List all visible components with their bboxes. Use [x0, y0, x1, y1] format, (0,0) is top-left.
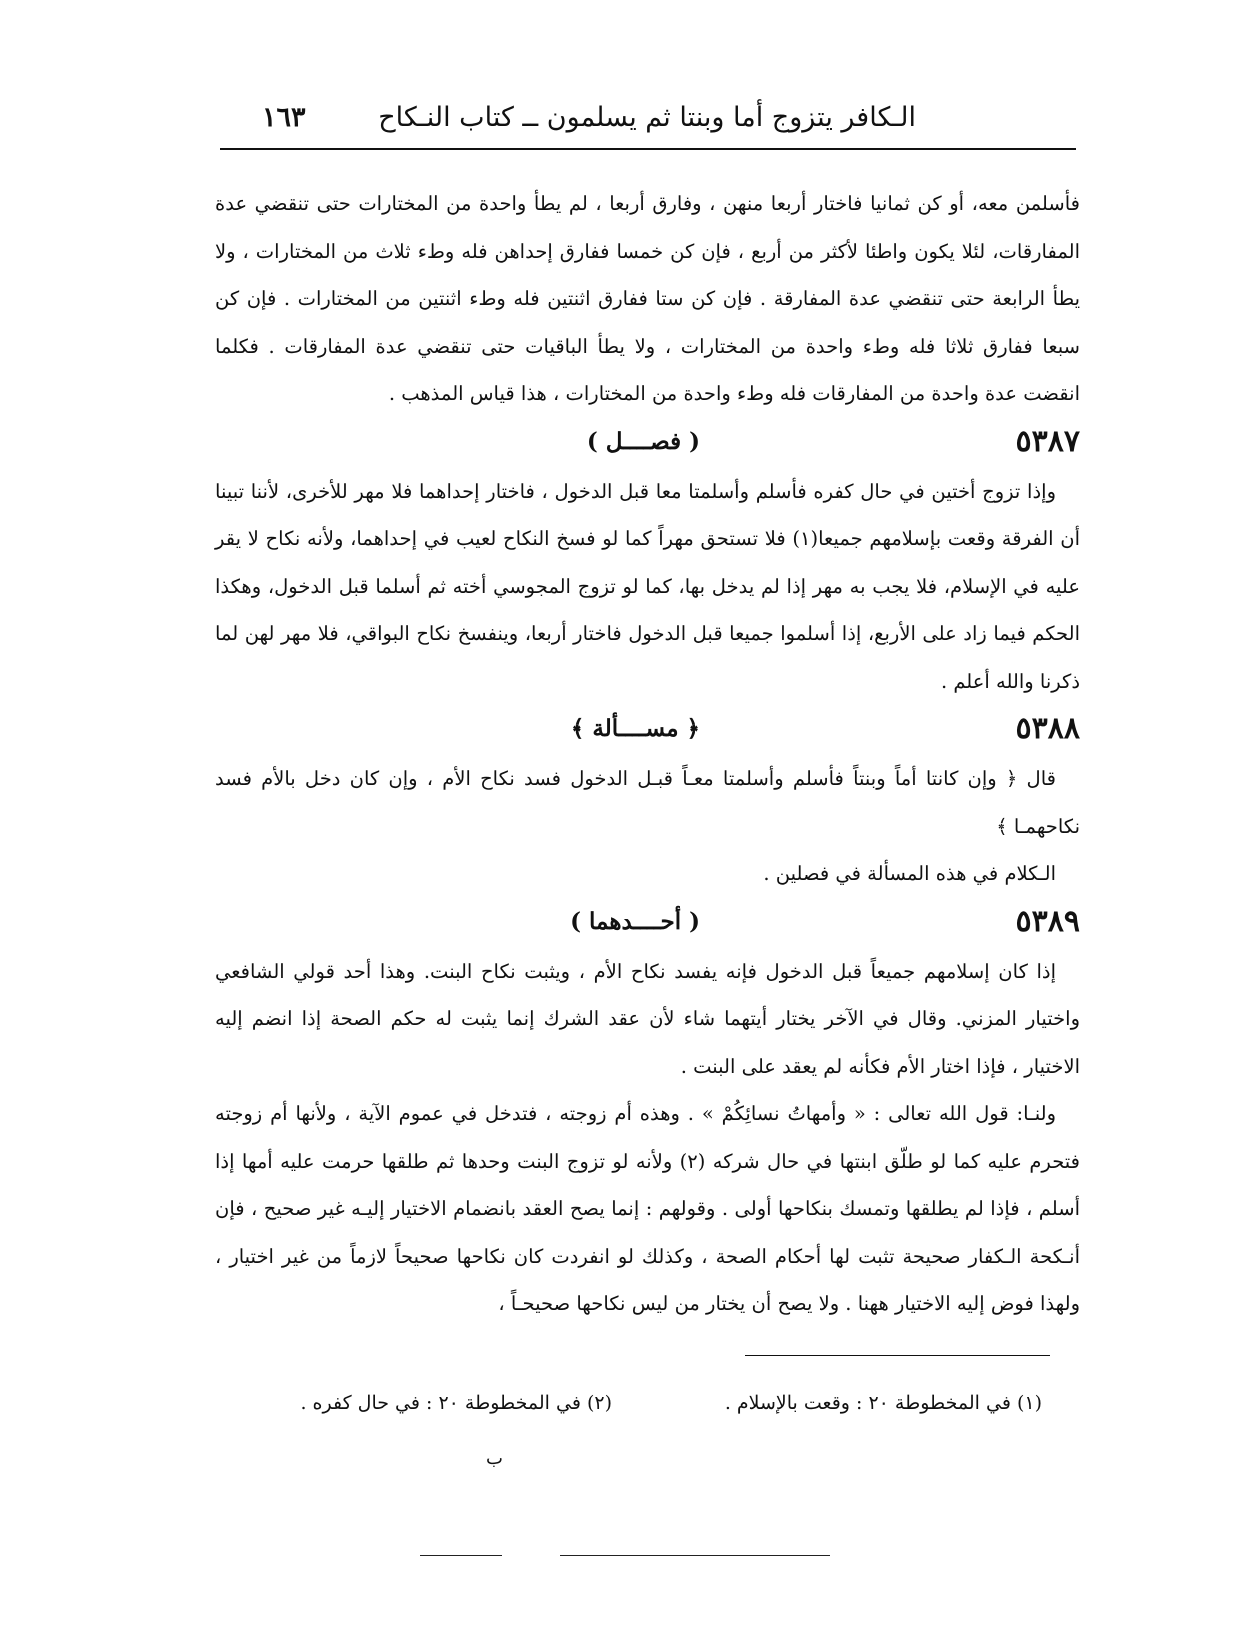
running-header	[220, 98, 1076, 148]
footnote-rule	[745, 1355, 1050, 1356]
page-number: ١٦٣	[262, 102, 306, 133]
running-title: الـكافر يتزوج أما وبنتا ثم يسلمون ــ كتاب النـكاح	[378, 102, 916, 133]
section-5387-paragraph: وإذا تزوج أختين في حال كفره فأسلم وأسلمتا معا قبل الدخول ، فاختار إحداهما فلا مهر للأخرى، لأننا تبينا أن الفرقة وقعت بإسلامهم جميعا(١) فلا تستحق مهراً كما لو فسخ النكاح لعيب في إحداهما، ولأنه نكاح لا يقر عليه في الإسلام، فلا يجب به مهر إذا لم يدخل بها، كما لو تزوج المجوسي أخته ثم أسلما قبل الدخول، وهكذا الحكم فيما زاد على الأربع، إذا أسلموا جميعا قبل الدخول فاختار أربعا، وينفسخ نكاح البواقي، فلا مهر لهن لما ذكرنا والله أعلم .	[215, 479, 1080, 693]
section-heading-5388	[215, 705, 1080, 755]
section-heading-5389	[215, 898, 1080, 948]
section-label: ( أحــــدهما )	[570, 907, 700, 935]
section-number: ٥٣٨٩	[1015, 903, 1080, 939]
bottom-rule-long	[560, 1555, 830, 1556]
body-text	[215, 180, 1080, 1328]
section-number: ٥٣٨٧	[1015, 423, 1080, 459]
section-5389-paragraph-1: إذا كان إسلامهم جميعاً قبل الدخول فإنه يفسد نكاح الأم ، ويثبت نكاح البنت. وهذا أحد قولي الشافعي واختيار المزني. وقال في الآخر يختار أيتهما شاء لأن عقد الشرك إنما يثبت له حكم الصحة إذا انضم إليه الاختيار ، فإذا اختار الأم فكأنه لم يعقد على البنت .	[215, 959, 1080, 1078]
section-number: ٥٣٨٨	[1015, 711, 1080, 746]
bottom-rule-short	[420, 1555, 502, 1556]
footnote-1: (١) في المخطوطة ٢٠ : وقعت بالإسلام .	[724, 1392, 1042, 1414]
section-label: ﴿ مســــألة ﴾	[570, 715, 700, 742]
intro-paragraph: فأسلمن معه، أو كن ثمانيا فاختار أربعا منهن ، وفارق أربعا ، لم يطأ واحدة من المختارات حتى تنقضي عدة المفارقات، لئلا يكون واطئا لأكثر من أربع ، فإن كن خمسا ففارق إحداهن فله وطء ثلاث من المختارات ، ولا يطأ الرابعة حتى تنقضي عدة المفارقة . فإن كن ستا ففارق اثنتين فله وطء اثنتين من المختارات . فإن كن سبعا ففارق ثلاثا فله وطء واحدة من المختارات ، ولا يطأ الباقيات حتى تنقضي عدة المفارقات . فكلما انقضت عدة واحدة من المفارقات فله وطء واحدة من المختارات ، هذا قياس المذهب .	[215, 192, 1080, 405]
footnote-2: (٢) في المخطوطة ٢٠ : في حال كفره .	[300, 1392, 612, 1414]
section-5389-paragraph-2: ولنـا: قول الله تعالى : « وأمهاتُ نسائِكُمْ » . وهذه أم زوجته ، فتدخل في عموم الآية ، ولأنها أم زوجته فتحرم عليه كما لو طلّق ابنتها في حال شركه (٢) ولأنه لو تزوج البنت وحدها ثم طلقها حرمت عليه أمها إذا أسلم ، فإذا لم يطلقها وتمسك بنكاحها أولى . وقولهم : إنما يصح العقد بانضمام الاختيار إليـه غير صحيح ، فإن أنـكحة الـكفار صحيحة تثبت لها أحكام الصحة ، وكذلك لو انفردت كان نكاحها صحيحاً لازماً من غير اختيار ، ولهذا فوض إليه الاختيار ههنا . ولا يصح أن يختار من ليس نكاحها صحيحـاً ،	[215, 1102, 1080, 1315]
section-5388-intro: الـكلام في هذه المسألة في فصلين .	[763, 862, 1056, 885]
section-label: ( فصــــل )	[586, 427, 700, 455]
section-5388-paragraph: قال ﴿ وإن كانتا أماً وبنتاً فأسلم وأسلمتا معـاً قبـل الدخول فسد نكاح الأم ، وإن كان دخل بالأم فسد نكاحهمـا ﴾	[215, 767, 1080, 838]
header-rule	[220, 148, 1076, 150]
signature-mark: ب	[486, 1448, 503, 1469]
section-heading-5387	[215, 418, 1080, 468]
